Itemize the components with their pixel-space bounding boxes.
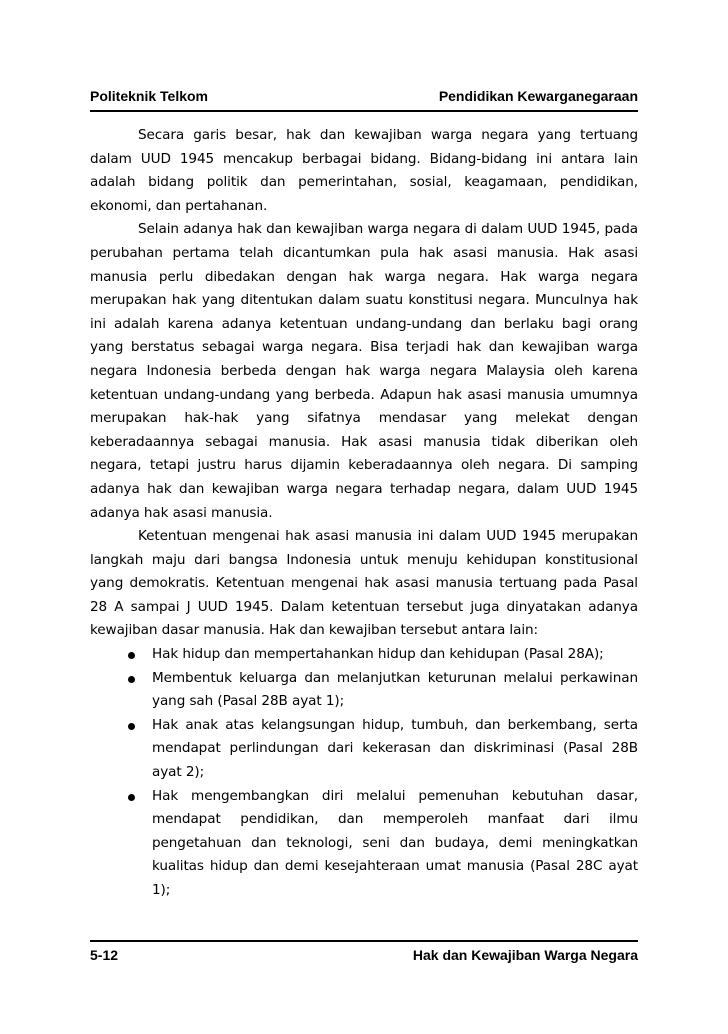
paragraph-1: Secara garis besar, hak dan kewajiban warga negara yang tertuang dalam UUD 1945 mencakup berbagai bidang. Bidang-bidang ini antara lain adalah bidang politik dan pemerintahan, sosial, keagamaan, pendidikan, ekonomi, dan pertahanan. xyxy=(90,127,638,214)
bullet-icon xyxy=(128,676,135,683)
list-item xyxy=(90,643,638,667)
list-item-text: Hak anak atas kelangsungan hidup, tumbuh, dan berkembang, serta mendapat perlindungan dari kekerasan dan diskriminasi (Pasal 28B ayat 2); xyxy=(152,716,638,781)
page-header xyxy=(90,88,638,112)
list-item-text: Hak mengembangkan diri melalui pemenuhan kebutuhan dasar, mendapat pendidikan, dan memperoleh manfaat dari ilmu pengetahuan dan teknologi, seni dan budaya, demi meningkatkan kualitas hidup dan demi kesejahteraan umat manusia (Pasal 28C ayat 1); xyxy=(152,787,638,898)
header-institution: Politeknik Telkom xyxy=(90,88,208,104)
list-item xyxy=(90,667,638,714)
paragraph-2: Selain adanya hak dan kewajiban warga negara di dalam UUD 1945, pada perubahan pertama telah dicantumkan pula hak asasi manusia. Hak asasi manusia perlu dibedakan dengan hak warga negara. Hak warga negara merupakan hak yang ditentukan dalam suatu konstitusi negara. Munculnya hak ini adalah karena adanya ketentuan undang-undang dan berlaku bagi orang yang berstatus sebagai warga negara. Bisa terjadi hak dan kewajiban warga negara Indonesia berbeda dengan hak warga negara Malaysia oleh karena ketentuan undang-undang yang berbeda. Adapun hak asasi manusia umumnya merupakan hak-hak yang sifatnya mendasar yang melekat dengan keberadaannya sebagai manusia. Hak asasi manusia tidak diberikan oleh negara, tetapi justru harus dijamin keberadaannya oleh negara. Di samping adanya hak dan kewajiban warga negara terhadap negara, dalam UUD 1945 adanya hak asasi manusia. xyxy=(90,221,638,521)
list-item xyxy=(90,714,638,785)
bullet-icon xyxy=(128,652,135,659)
list-item-text: Membentuk keluarga dan melanjutkan keturunan melalui perkawinan yang sah (Pasal 28B ayat 1); xyxy=(152,669,638,710)
page-footer xyxy=(90,940,638,964)
list-item xyxy=(90,785,638,903)
body-text xyxy=(90,124,638,903)
header-course-title: Pendidikan Kewarganegaraan xyxy=(438,88,638,104)
footer-chapter-title: Hak dan Kewajiban Warga Negara xyxy=(412,947,638,963)
bullet-icon xyxy=(128,723,135,730)
bullet-icon xyxy=(128,794,135,801)
list-item-text: Hak hidup dan mempertahankan hidup dan kehidupan (Pasal 28A); xyxy=(152,646,604,663)
page-number: 5-12 xyxy=(90,947,119,963)
rights-list xyxy=(90,643,638,903)
paragraph-3: Ketentuan mengenai hak asasi manusia ini dalam UUD 1945 merupakan langkah maju dari bangsa Indonesia untuk menuju kehidupan konstitusional yang demokratis. Ketentuan mengenai hak asasi manusia tertuang pada Pasal 28 A sampai J UUD 1945. Dalam ketentuan tersebut juga dinyatakan adanya kewajiban dasar manusia. Hak dan kewajiban tersebut antara lain: xyxy=(90,528,638,639)
